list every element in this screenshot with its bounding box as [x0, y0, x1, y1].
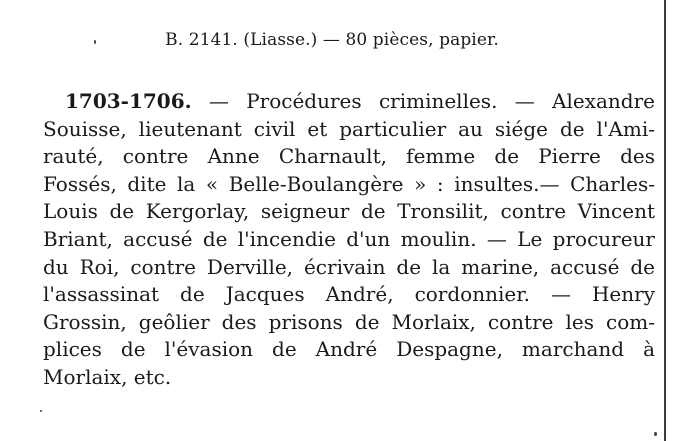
entry-line-1-text: — Procédures criminelles. — Alexandre: [191, 89, 655, 113]
margin-rule: [664, 0, 666, 441]
entry-line-10: plices de l'évasion de André Despagne, marchand à: [43, 337, 655, 362]
entry-line-3: rauté, contre Anne Charnault, femme de Pierre des: [43, 144, 655, 169]
entry-line-4: Fossés, dite la « Belle-Boulangère » : insultes.— Charles-: [43, 171, 655, 196]
entry-line-8: l'assassinat de Jacques André, cordonnier. — Henry: [43, 282, 655, 307]
entry-body: [43, 88, 655, 392]
entry-header: [0, 30, 664, 50]
ink-speck: [654, 432, 657, 436]
entry-line-7: du Roi, contre Derville, écrivain de la marine, accusé de: [43, 254, 655, 279]
ink-speck: [40, 410, 42, 412]
entry-line-6: Briant, accusé de l'incendie d'un moulin. — Le procureur: [43, 226, 655, 251]
entry-line-9: Grossin, geôlier des prisons de Morlaix, contre les com-: [43, 309, 655, 334]
header-description: (Liasse.) — 80 pièces, papier.: [243, 30, 499, 50]
entry-line-2: Souisse, lieutenant civil et particulier au siége de l'Ami-: [43, 116, 655, 141]
archive-reference: B. 2141.: [165, 30, 238, 50]
entry-line-11: Morlaix, etc.: [43, 364, 172, 389]
entry-line-1: [43, 88, 655, 116]
ink-speck: [94, 40, 96, 44]
entry-line-5: Louis de Kergorlay, seigneur de Tronsilit, contre Vincent: [43, 199, 655, 224]
entry-years: 1703-1706.: [65, 89, 192, 113]
